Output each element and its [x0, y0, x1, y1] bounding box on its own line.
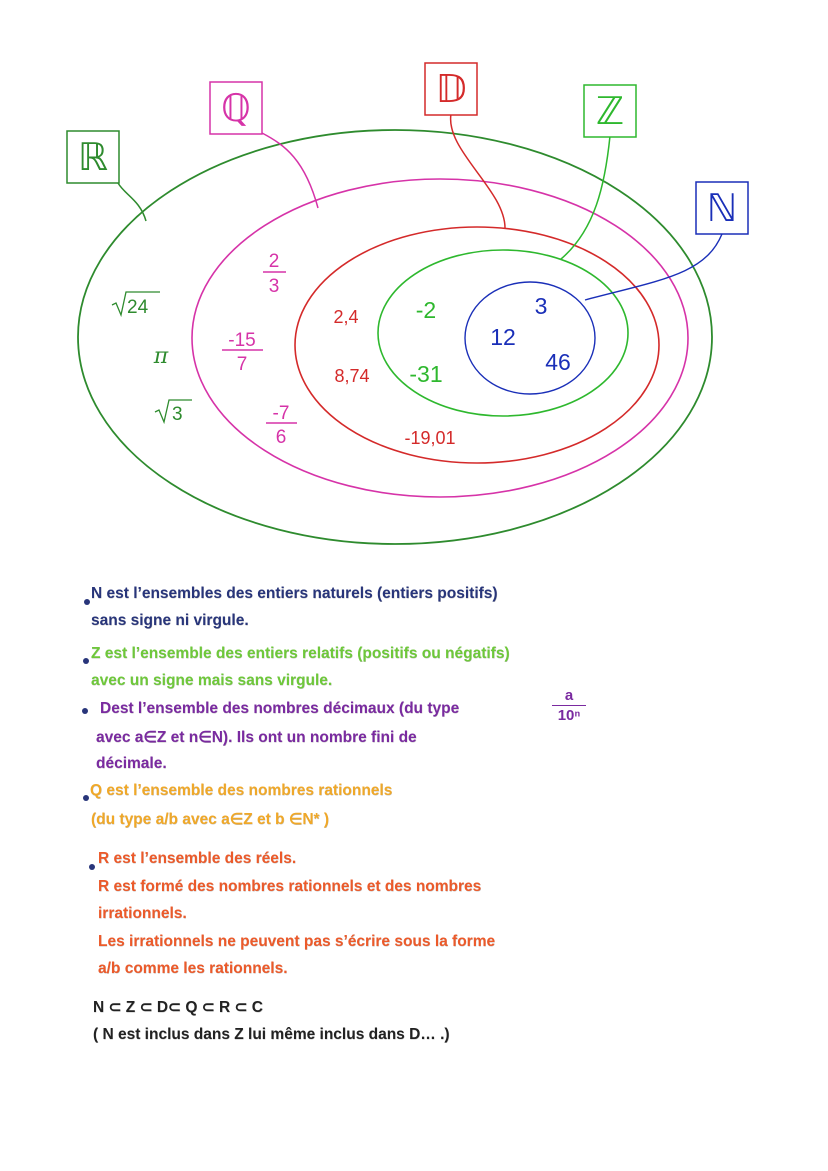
fraction-2-3-denominator: 3 [268, 276, 280, 297]
def-N-line-2: sans signe ni virgule. [91, 612, 249, 629]
fraction-m7-6-numerator: -7 [272, 403, 290, 424]
def-R-line-3: irrationnels. [98, 905, 187, 922]
element-m2: -2 [415, 297, 437, 323]
def-Q-line-1: Q est l’ensemble des nombres rationnels [90, 782, 393, 799]
def-D-fraction-num: a [564, 687, 574, 704]
def-N-line-1: N est l’ensembles des entiers naturels (entiers positifs) [91, 585, 498, 602]
def-D-fraction [552, 687, 586, 724]
bullet-Q [83, 795, 89, 801]
bullet-Z [83, 658, 89, 664]
def-R-line-5: a/b comme les rationnels. [98, 960, 288, 977]
label-Z-text: ℤ [595, 89, 625, 133]
label-Q-text: ℚ [221, 86, 251, 130]
def-D-line-3: décimale. [96, 755, 167, 772]
element-46: 46 [545, 349, 571, 375]
element-sqrt-3-value: 3 [172, 404, 183, 425]
def-Z-line-1: Z est l’ensemble des entiers relatifs (positifs ou négatifs) [91, 645, 510, 662]
def-Z-line-2: avec un signe mais sans virgule. [91, 672, 333, 689]
element-8-74: 8,74 [334, 366, 370, 386]
element-12: 12 [490, 324, 516, 350]
element-m31: -31 [409, 361, 443, 387]
element-pi: π [153, 344, 169, 369]
bullet-N [84, 599, 90, 605]
label-N-text: ℕ [706, 186, 738, 230]
label-D-text: 𝔻 [435, 67, 467, 111]
def-R-line-4: Les irrationnels ne peuvent pas s’écrire sous la forme [98, 933, 496, 950]
fraction-m7-6-denominator: 6 [275, 427, 287, 448]
def-Q-line-2: (du type a/b avec a∈Z et b ∈N* ) [91, 811, 330, 828]
def-R-line-2: R est formé des nombres rationnels et des nombres [98, 878, 482, 895]
bullet-D [82, 708, 88, 714]
label-R-text: ℝ [77, 135, 109, 179]
element-2-4: 2,4 [333, 307, 359, 327]
fraction-2-3-numerator: 2 [268, 251, 280, 272]
fraction-m15-7-numerator: -15 [228, 330, 256, 351]
def-D-line-1: Dest l’ensemble des nombres décimaux (du type [100, 700, 460, 717]
bullet-R [89, 864, 95, 870]
element-3: 3 [534, 293, 548, 319]
def-R-line-1: R est l’ensemble des réels. [98, 850, 297, 867]
element-sqrt-24-value: 24 [127, 297, 149, 318]
fraction-m15-7-denominator: 7 [236, 354, 248, 375]
element-m19-01: -19,01 [404, 428, 456, 448]
inclusion-explanation: ( N est inclus dans Z lui même inclus dans D… .) [93, 1026, 450, 1043]
def-D-fraction-den: 10ⁿ [557, 707, 581, 724]
inclusion-chain: N ⊂ Z ⊂ D⊂ Q ⊂ R ⊂ C [93, 999, 263, 1016]
def-D-line-2: avec a∈Z et n∈N). Ils ont un nombre fini de [96, 729, 417, 746]
